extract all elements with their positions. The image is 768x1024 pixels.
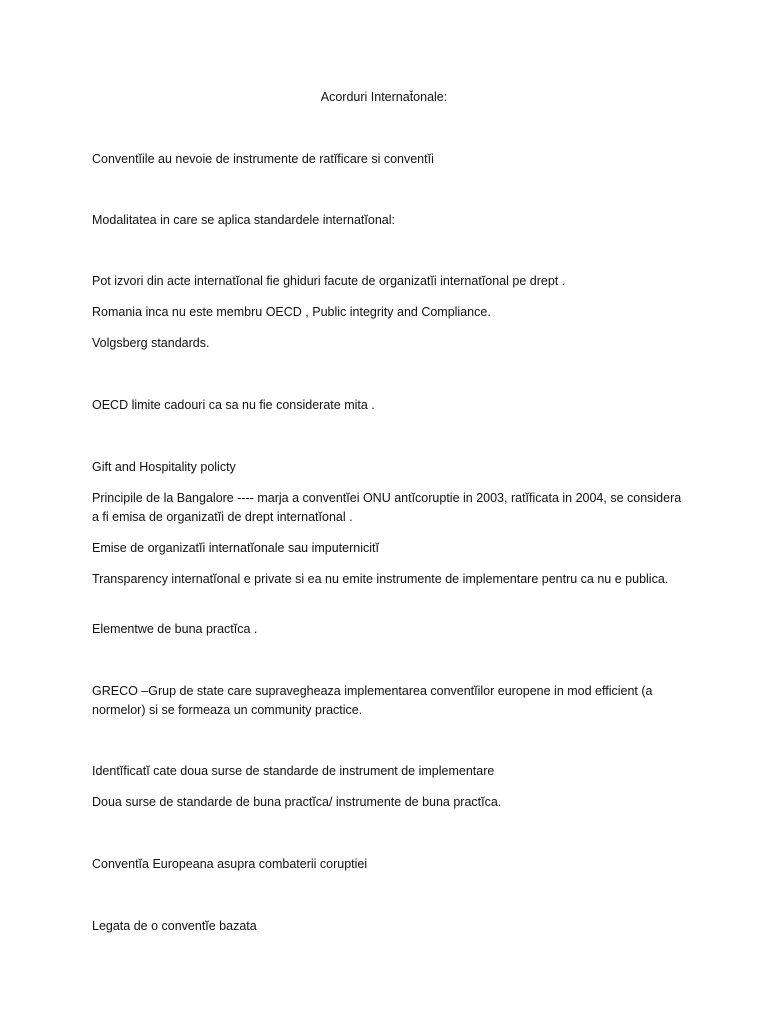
paragraph-7: Gift and Hospitality policty	[92, 460, 236, 474]
paragraph-10: Transparency internatĭonal e private si ea nu emite instrumente de implementare pentru ca nu e publica.	[92, 572, 669, 586]
paragraph-13: Identĭficatĭ cate doua surse de standarde de instrument de implementare	[92, 764, 495, 778]
paragraph-3: Pot izvori din acte internatĭonal fie ghiduri facute de organizatĭi internatĭonal pe drept .	[92, 274, 566, 288]
paragraph-6: OECD limite cadouri ca sa nu fie considerate mita .	[92, 398, 375, 412]
paragraph-11: Elementwe de buna practĭca .	[92, 622, 258, 636]
document-title: Acorduri Internat̆onale:	[320, 90, 448, 104]
paragraph-16: Legata de o conventĭe bazata	[92, 919, 257, 933]
paragraph-12: GRECO –Grup de state care supravegheaza implementarea conventĭilor europene in mod efficient (a normelor) si se formeaza un community practice.	[92, 684, 653, 717]
paragraph-5: Volgsberg standards.	[92, 336, 210, 350]
paragraph-14: Doua surse de standarde de buna practĭca/ instrumente de buna practĭca.	[92, 795, 502, 809]
paragraph-15: Conventĭa Europeana asupra combaterii coruptiei	[92, 857, 368, 871]
paragraph-8: Principile de la Bangalore ---- marja a conventĭei ONU antĭcoruptie in 2003, ratĭficata in 2004, se considera a fi emisa de organizatĭi de drept internatĭonal .	[92, 491, 682, 524]
paragraph-2: Modalitatea in care se aplica standardele internatĭonal:	[92, 213, 395, 227]
paragraph-9: Emise de organizatĭi internatĭonale sau imputernicitĭ	[92, 541, 379, 555]
paragraph-1: Conventĭile au nevoie de instrumente de ratĭficare si conventĭi	[92, 152, 434, 166]
paragraph-4: Romania inca nu este membru OECD , Public integrity and Compliance.	[92, 305, 491, 319]
